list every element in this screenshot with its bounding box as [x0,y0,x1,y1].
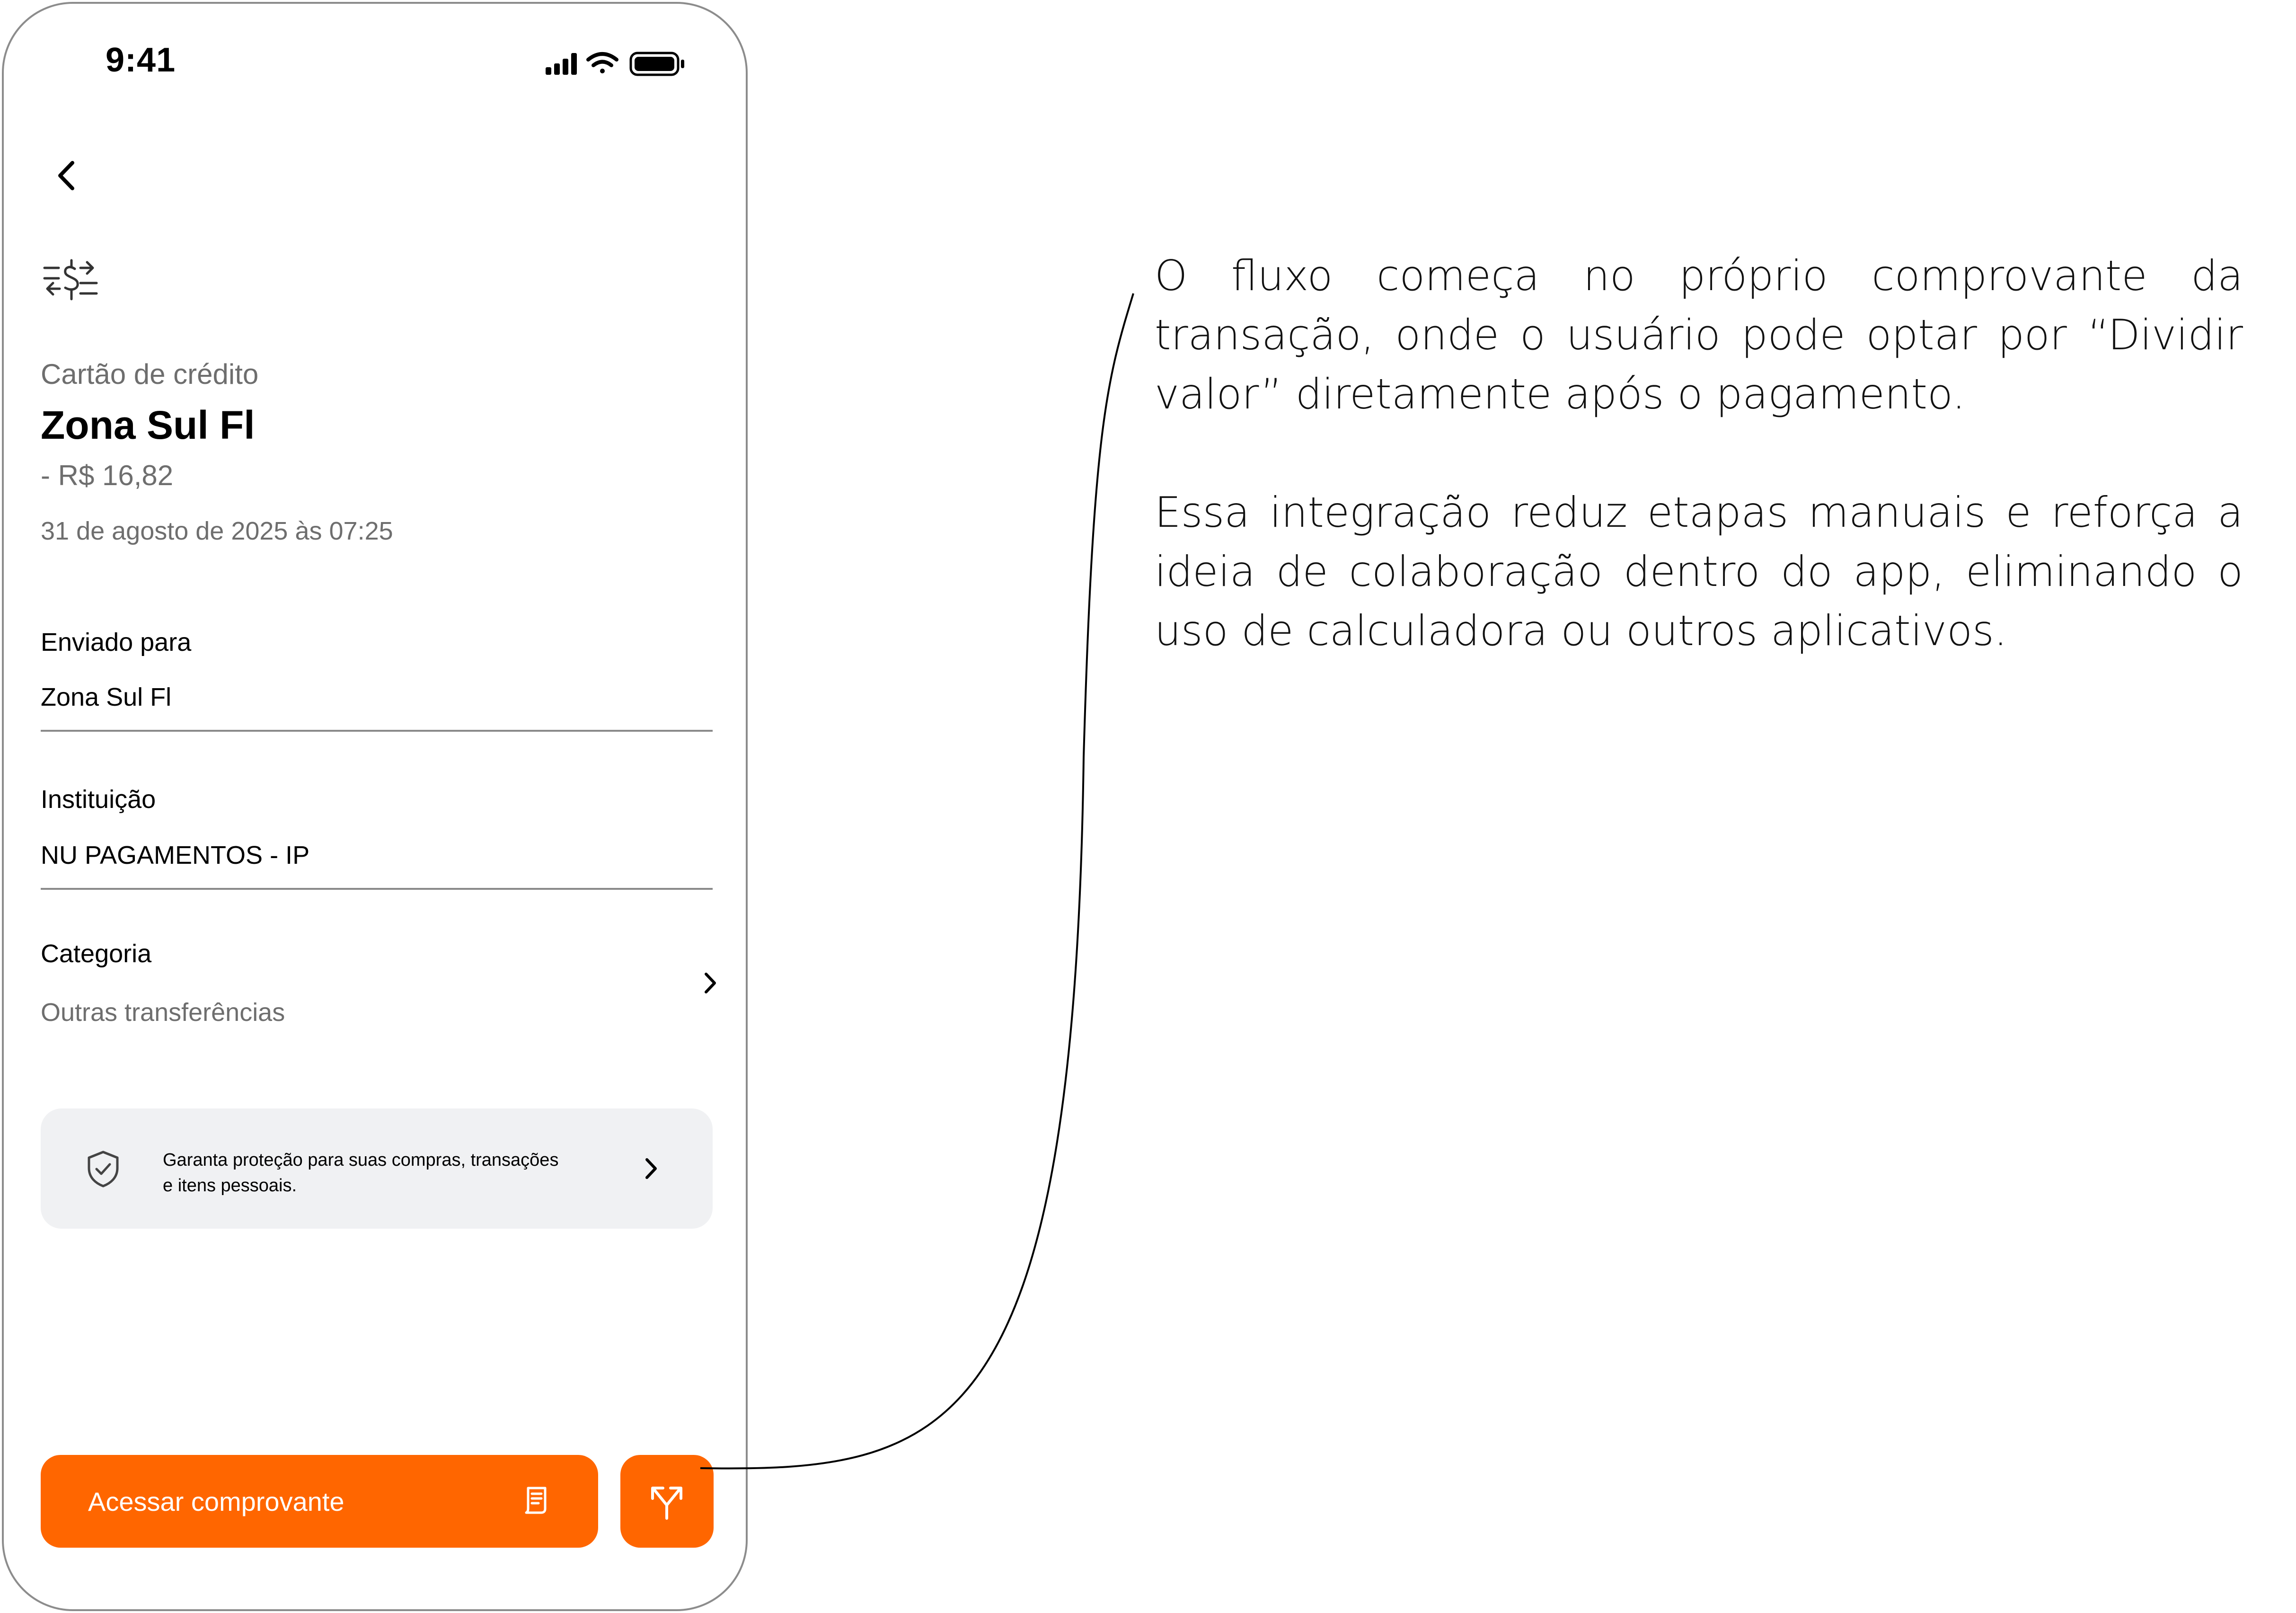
divider [41,730,713,732]
sent-to-label: Enviado para [41,628,192,656]
battery-icon [631,53,684,75]
divider [41,888,713,890]
category-label: Categoria [41,939,152,968]
category-row[interactable] [41,939,722,1048]
promo-text [163,1147,617,1198]
merchant-title: Zona Sul Fl [41,403,255,447]
phone-frame [2,2,748,1611]
institution-label: Instituição [41,785,156,814]
shield-check-icon [84,1149,122,1189]
category-value: Outras transferências [41,998,285,1027]
signal-icon [546,53,577,75]
currency-exchange-icon [41,255,105,307]
access-receipt-button[interactable] [41,1455,598,1548]
transaction-date: 31 de agosto de 2025 às 07:25 [41,517,393,545]
chevron-right-icon [639,1152,663,1185]
wifi-icon [588,54,617,73]
annotation-paragraph-2: Essa integração reduz etapas manuais e reforça a ideia de colaboração dentro do app, eliminando o uso de calculadora ou outros aplicativos. [1155,488,2243,655]
sent-to-value: Zona Sul Fl [41,683,172,711]
institution-value: NU PAGAMENTOS - IP [41,841,310,869]
chevron-left-icon [60,163,72,188]
status-time: 9:41 [106,41,176,79]
receipt-icon [522,1485,551,1516]
transaction-amount: - R$ 16,82 [41,460,174,491]
status-icons [546,49,697,78]
annotation-paragraph-1: O fluxo começa no próprio comprovante da transação, onde o usuário pode optar por “Dividir valor” diretamente após o pagamento. [1155,251,2243,418]
promo-line-2: e itens pessoais. [163,1176,297,1196]
split-value-button[interactable] [620,1455,714,1548]
protection-promo-card[interactable] [41,1108,713,1229]
chevron-right-icon [698,966,722,1000]
access-receipt-label: Acessar comprovante [88,1487,344,1516]
back-button[interactable] [49,154,87,197]
transaction-type-label: Cartão de crédito [41,358,259,390]
promo-line-1: Garanta proteção para suas compras, transações [163,1150,559,1170]
annotation-text [1155,246,2243,660]
split-icon [648,1481,686,1521]
